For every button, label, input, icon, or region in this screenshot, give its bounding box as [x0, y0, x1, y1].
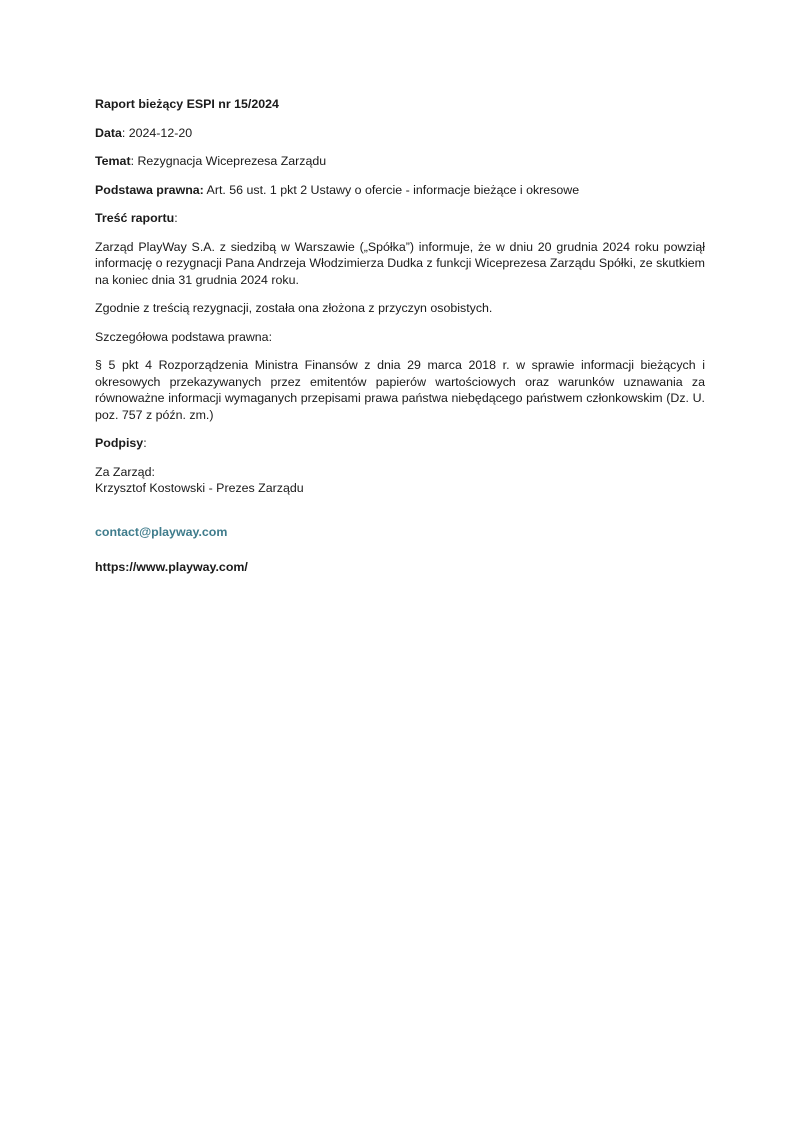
detailed-basis-text: § 5 pkt 4 Rozporządzenia Ministra Finansów z dnia 29 marca 2018 r. w sprawie informacji bieżących i okresowych przekazywanych przez emitentów papierów wartościowych oraz warunków uznawania za równoważne informacji wymaganych przepisami prawa państwa niebędącego państwem członkowskim (Dz. U. poz. 757 z późn. zm.)	[95, 358, 705, 422]
subject-value: : Rezygnacja Wiceprezesa Zarządu	[130, 154, 327, 168]
subject-line	[95, 153, 705, 170]
body-paragraph-2: Zgodnie z treścią rezygnacji, została ona złożona z przyczyn osobistych.	[95, 301, 493, 315]
email-link[interactable]: contact@playway.com	[95, 524, 228, 539]
content-colon: :	[174, 211, 178, 225]
content-label: Treść raportu	[95, 211, 175, 225]
date-value: : 2024-12-20	[121, 125, 193, 140]
legal-basis-line	[95, 182, 705, 199]
signatures-colon: :	[143, 436, 147, 450]
website-link[interactable]: https://www.playway.com/	[95, 560, 248, 574]
subject-label: Temat	[95, 154, 131, 168]
date-label: Data	[95, 125, 122, 140]
legal-basis-value: Art. 56 ust. 1 pkt 2 Ustawy o ofercie - informacje bieżące i okresowe	[203, 182, 580, 197]
detailed-basis-label: Szczegółowa podstawa prawna:	[95, 329, 273, 344]
content-heading	[95, 210, 705, 227]
report-title: Raport bieżący ESPI nr 15/2024	[95, 97, 279, 111]
signature-line-2: Krzysztof Kostowski - Prezes Zarządu	[95, 481, 304, 495]
signature-line-1: Za Zarząd:	[95, 464, 155, 479]
report-document	[95, 96, 705, 576]
signature-block	[95, 464, 705, 497]
signatures-label: Podpisy	[95, 436, 144, 450]
date-line	[95, 125, 705, 142]
legal-basis-label: Podstawa prawna:	[95, 182, 204, 197]
body-paragraph-1: Zarząd PlayWay S.A. z siedzibą w Warszawie („Spółka”) informuje, że w dniu 20 grudnia 2024 roku powziął informację o rezygnacji Pana Andrzeja Włodzimierza Dudka z funkcji Wiceprezesa Zarządu Spółki, ze skutkiem na koniec dnia 31 grudnia 2024 roku.	[95, 239, 705, 287]
signatures-heading	[95, 435, 705, 452]
